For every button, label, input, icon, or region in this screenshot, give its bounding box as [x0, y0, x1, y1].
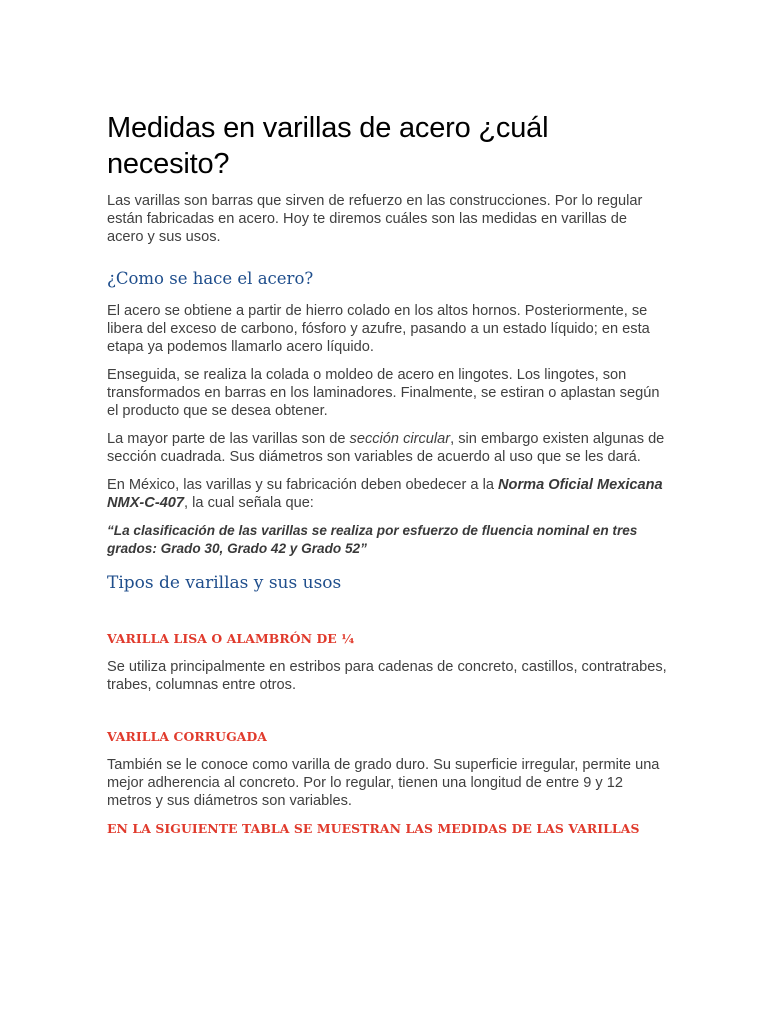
- paragraph-casting: Enseguida, se realiza la colada o moldeo de acero en lingotes. Los lingotes, son transformados en barras en los laminadores. Finalmente, se estiran o aplastan según el producto que se desea obtener.: [107, 367, 660, 419]
- emphasis-circular-section: sección circular: [349, 431, 451, 447]
- paragraph-text: , sin embargo existen algunas de sección cuadrada. Sus diámetros son variables de acuerdo al uso que se les dará.: [107, 431, 665, 465]
- paragraph-steel-origin: El acero se obtiene a partir de hierro colado en los altos hornos. Posteriormente, se libera del exceso de carbono, fósforo y azufre, pasando a un estado líquido; en esta etapa ya podemos llamarlo acero líquido.: [107, 303, 650, 355]
- subheading-smooth-rod: VARILLA LISA O ALAMBRÓN DE ¼: [107, 631, 355, 646]
- table-note: EN LA SIGUIENTE TABLA SE MUESTRAN LAS MEDIDAS DE LAS VARILLAS: [107, 821, 640, 836]
- paragraph-norm: [107, 476, 667, 512]
- section-heading-types: Tipos de varillas y sus usos: [107, 573, 342, 593]
- paragraph-text: En México, las varillas y su fabricación deben obedecer a la: [107, 477, 498, 493]
- norm-quote: “La clasificación de las varillas se realiza por esfuerzo de fluencia nominal en tres grados: Grado 30, Grado 42 y Grado 52”: [107, 523, 638, 556]
- section-heading-how-steel-is-made: ¿Como se hace el acero?: [107, 269, 314, 288]
- paragraph-text: La mayor parte de las varillas son de: [107, 431, 350, 447]
- document-page: [107, 110, 667, 848]
- paragraph-text: , la cual señala que:: [184, 495, 314, 511]
- intro-paragraph: Las varillas son barras que sirven de refuerzo en las construcciones. Por lo regular están fabricadas en acero. Hoy te diremos cuáles son las medidas en varillas de acero y sus usos.: [107, 193, 643, 245]
- paragraph-cross-section: [107, 430, 667, 466]
- norm-name: Norma Oficial Mexicana NMX-C-407: [107, 477, 663, 511]
- paragraph-corrugated-rod: También se le conoce como varilla de grado duro. Su superficie irregular, permite una mejor adherencia al concreto. Por lo regular, tienen una longitud de entre 9 y 12 metros y sus diámetros son variables.: [107, 757, 660, 809]
- subheading-corrugated-rod: VARILLA CORRUGADA: [107, 729, 268, 744]
- paragraph-smooth-rod: Se utiliza principalmente en estribos para cadenas de concreto, castillos, contratrabes, trabes, columnas entre otros.: [107, 659, 667, 693]
- page-title: Medidas en varillas de acero ¿cuál necesito?: [107, 112, 549, 180]
